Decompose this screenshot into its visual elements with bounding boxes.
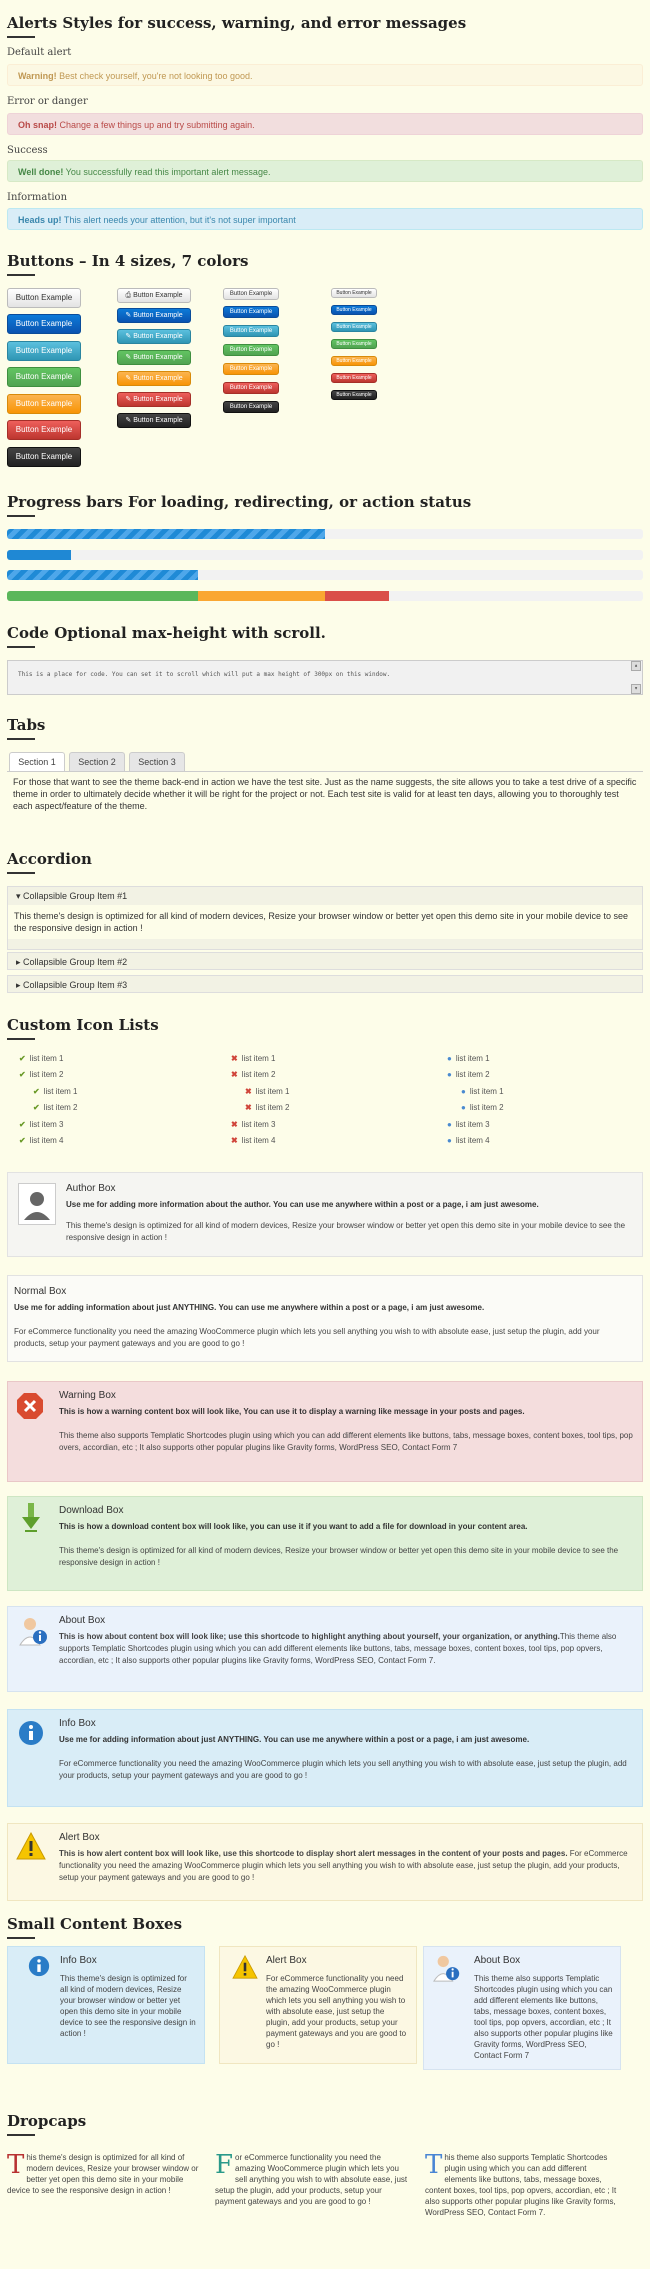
cross-icon: ✖ bbox=[231, 1120, 238, 1129]
check-icon: ✔ bbox=[33, 1103, 40, 1112]
button-example-dark[interactable]: Button Example bbox=[7, 447, 81, 467]
section-underline bbox=[7, 515, 35, 517]
box-strong-text: This is how about content box will look like; use this shortcode to highlight anything about yourself, your organization, or anything. bbox=[59, 1632, 560, 1641]
tab-panel: For those that want to see the theme back-end in action we have the test site. Just as the name suggests, the site allows you to take a test drive of a specific theme in order to ultimately decide whether it will be right for the project or not. Each test site is valid for at least ten days, allowing you to thoroughly test each aspect/feature of the theme. bbox=[7, 771, 643, 821]
check-icon: ✔ bbox=[19, 1136, 26, 1145]
accordion-header-3[interactable] bbox=[8, 976, 642, 994]
box-title: Normal Box bbox=[14, 1286, 67, 1297]
list-item: ✔ list item 2 bbox=[19, 1070, 64, 1079]
list-item: ✖ list item 2 bbox=[231, 1070, 276, 1079]
alert-text: Change a few things up and try submitting again. bbox=[57, 120, 255, 130]
button-example-teal-icon[interactable] bbox=[117, 329, 191, 344]
alert-box bbox=[7, 1823, 643, 1901]
small-box-title: About Box bbox=[474, 1955, 521, 1966]
box-text bbox=[59, 1631, 639, 1667]
small-box-title: Info Box bbox=[60, 1955, 97, 1966]
alert-label: Information bbox=[7, 192, 68, 203]
section-underline bbox=[7, 738, 35, 740]
cross-icon: ✖ bbox=[231, 1054, 238, 1063]
button-label: Button Example bbox=[133, 417, 183, 424]
dropcaps-section-title: Dropcaps bbox=[7, 2112, 87, 2130]
button-label: Button Example bbox=[133, 292, 183, 299]
progress-segment-orange bbox=[198, 591, 325, 601]
button-example-green-icon[interactable] bbox=[117, 350, 191, 365]
alert-strong: Oh snap! bbox=[18, 120, 58, 130]
button-label: Button Example bbox=[133, 396, 183, 403]
dropcap-paragraph bbox=[7, 2152, 203, 2196]
small-box-text: This theme also supports Templatic Shortcodes plugin using which you can add different elements like buttons, tabs, message boxes, content boxes, tool tips, pop opvers, accordian, etc ; It also supports other popular plugins like Gravity forms, WordPress SEO, Contact Form 7 bbox=[474, 1974, 613, 2060]
alert-text: Best check yourself, you're not looking too good. bbox=[56, 71, 253, 81]
small-box-text: For eCommerce functionality you need the amazing WooCommerce plugin which lets you sell anything you wish to with absolute ease, just setup the plugin, add your products, setup your payment gateways and you are good to go ! bbox=[266, 1974, 407, 2049]
small-box-title: Alert Box bbox=[266, 1955, 307, 1966]
button-example-teal-small[interactable]: Button Example bbox=[223, 325, 279, 337]
box-text: This theme's design is optimized for all kind of modern devices, Resize your browser window or better yet open this demo site in your mobile device to see the responsive design in action ! bbox=[66, 1221, 626, 1242]
dropcap-text: his theme also supports Templatic Shortcodes plugin using which you can add different elements like buttons, tabs, message boxes, content boxes, tool tips, pop opvers, accordian, etc ; It also supports other popular plugins like Gravity forms, WordPress SEO, Contact Form 7. bbox=[425, 2153, 617, 2217]
alert-label: Success bbox=[7, 145, 48, 156]
progress-bar-striped-1 bbox=[7, 529, 643, 539]
button-label: Button Example bbox=[133, 375, 183, 382]
tag-icon: ✎ bbox=[125, 312, 132, 319]
small-boxes-section-title: Small Content Boxes bbox=[7, 1915, 183, 1933]
accordion-section-title: Accordion bbox=[7, 850, 92, 868]
avatar bbox=[18, 1183, 56, 1225]
accordion-body: This theme's design is optimized for all kind of modern devices, Resize your browser window or better yet open this demo site in your mobile device to see the responsive design in action ! bbox=[8, 905, 642, 939]
box-text: For eCommerce functionality you need the amazing WooCommerce plugin which lets you sell anything you wish to with absolute ease, just setup the plugin, add your products, setup your payment gateways and you are good to go ! bbox=[59, 1759, 627, 1780]
alert-triangle-icon bbox=[232, 1955, 258, 1982]
box-strong-text: Use me for adding information about just ANYTHING. You can use me anywhere within a post or a page, i am just awesome. bbox=[59, 1735, 530, 1744]
alert-triangle-icon bbox=[16, 1832, 46, 1864]
info-alert bbox=[7, 208, 643, 230]
button-example-blue-icon[interactable] bbox=[117, 308, 191, 323]
buttons-section-title: Buttons – In 4 sizes, 7 colors bbox=[7, 252, 249, 270]
button-example-dark-icon[interactable] bbox=[117, 413, 191, 428]
accordion-header-label: Collapsible Group Item #2 bbox=[23, 957, 128, 967]
box-text: For eCommerce functionality you need the amazing WooCommerce plugin which lets you sell anything you wish to with absolute ease, just setup the plugin, add your products, setup your payment gateways and you are good to go ! bbox=[14, 1327, 600, 1348]
caret-right-icon: ▸ bbox=[16, 957, 24, 967]
progress-fill bbox=[7, 550, 71, 560]
button-example-red[interactable]: Button Example bbox=[7, 420, 81, 440]
info-icon bbox=[18, 1720, 44, 1750]
check-icon: ✔ bbox=[19, 1070, 26, 1079]
tab-section-3[interactable]: Section 3 bbox=[129, 752, 185, 771]
button-example-blue-mini[interactable]: Button Example bbox=[331, 305, 377, 315]
check-icon: ✔ bbox=[19, 1120, 26, 1129]
tag-icon: ✎ bbox=[125, 375, 132, 382]
box-title: Download Box bbox=[59, 1505, 124, 1516]
box-strong-text: This is how a download content box will look like, you can use it if you want to add a file for download in your content area. bbox=[59, 1522, 528, 1531]
button-example-default[interactable]: Button Example bbox=[7, 288, 81, 308]
section-underline bbox=[7, 274, 35, 276]
button-example-default-icon[interactable] bbox=[117, 288, 191, 303]
list-item: ● list item 2 bbox=[447, 1070, 490, 1079]
cross-icon: ✖ bbox=[245, 1087, 252, 1096]
list-item: ● list item 2 bbox=[461, 1103, 504, 1112]
list-item: ● list item 3 bbox=[447, 1120, 490, 1129]
error-alert bbox=[7, 113, 643, 135]
accordion-header-2[interactable] bbox=[8, 953, 642, 971]
bullet-icon: ● bbox=[447, 1070, 452, 1079]
dropcap-paragraph bbox=[215, 2152, 411, 2207]
list-item: ● list item 1 bbox=[447, 1054, 490, 1063]
dropcap-letter: F bbox=[215, 2150, 234, 2180]
box-title: Warning Box bbox=[59, 1390, 116, 1401]
warning-box bbox=[7, 1381, 643, 1482]
caret-down-icon: ▾ bbox=[16, 891, 24, 901]
button-example-green-mini[interactable]: Button Example bbox=[331, 339, 377, 349]
box-strong-text: Use me for adding information about just ANYTHING. You can use me anywhere within a post or a page, i am just awesome. bbox=[14, 1303, 485, 1312]
accordion-item-1 bbox=[7, 886, 643, 950]
icon-lists-section-title: Custom Icon Lists bbox=[7, 1016, 159, 1034]
scroll-up-button[interactable]: ▴ bbox=[631, 661, 641, 671]
section-underline bbox=[7, 1038, 35, 1040]
dropcap-letter: T bbox=[425, 2150, 443, 2180]
alert-text: This alert needs your attention, but it's not super important bbox=[61, 215, 296, 225]
check-icon: ✔ bbox=[19, 1054, 26, 1063]
tag-icon: ✎ bbox=[125, 417, 132, 424]
warning-alert bbox=[7, 64, 643, 86]
download-arrow-icon bbox=[22, 1503, 40, 1537]
accordion-item-2 bbox=[7, 952, 643, 970]
cross-icon: ✖ bbox=[231, 1136, 238, 1145]
section-underline bbox=[7, 1937, 35, 1939]
list-item: ✔ list item 1 bbox=[19, 1054, 64, 1063]
list-item: ● list item 1 bbox=[461, 1087, 504, 1096]
list-item: ✔ list item 2 bbox=[33, 1103, 78, 1112]
box-text bbox=[59, 1848, 639, 1884]
code-block[interactable] bbox=[7, 660, 643, 695]
progress-segment-red bbox=[325, 591, 389, 601]
cross-icon: ✖ bbox=[245, 1103, 252, 1112]
button-example-dark-small[interactable]: Button Example bbox=[223, 401, 279, 413]
dropcap-text: his theme's design is optimized for all kind of modern devices, Resize your browser window or better yet open this demo site in your mobile device to see the responsive design in action ! bbox=[7, 2153, 199, 2195]
button-example-green[interactable]: Button Example bbox=[7, 367, 81, 387]
scroll-down-button[interactable]: ▾ bbox=[631, 684, 641, 694]
button-example-red-mini[interactable]: Button Example bbox=[331, 373, 377, 383]
box-strong-text: This is how a warning content box will look like, You can use it to display a warning like message in your posts and pages. bbox=[59, 1407, 525, 1416]
list-item: ✔ list item 1 bbox=[33, 1087, 78, 1096]
button-example-green-small[interactable]: Button Example bbox=[223, 344, 279, 356]
bullet-icon: ● bbox=[461, 1103, 466, 1112]
dropcap-text: or eCommerce functionality you need the amazing WooCommerce plugin which lets you sell anything you wish to with absolute ease, just setup the plugin, add your products, setup your payment gateways and you are good to go ! bbox=[215, 2153, 408, 2206]
section-underline bbox=[7, 36, 35, 38]
alert-text: You successfully read this important alert message. bbox=[63, 167, 271, 177]
code-section-title: Code Optional max-height with scroll. bbox=[7, 624, 326, 642]
tag-icon: ✎ bbox=[125, 333, 132, 340]
box-strong-text: Use me for adding more information about the author. You can use me anywhere within a post or a page, i am just awesome. bbox=[66, 1200, 539, 1209]
check-icon: ✔ bbox=[33, 1087, 40, 1096]
button-label: Button Example bbox=[133, 354, 183, 361]
list-item: ✖ list item 4 bbox=[231, 1136, 276, 1145]
section-underline bbox=[7, 2134, 35, 2136]
info-icon bbox=[28, 1955, 50, 1980]
button-example-default-small[interactable]: Button Example bbox=[223, 288, 279, 300]
progress-fill bbox=[7, 529, 325, 539]
code-text: This is a place for code. You can set it to scroll which will put a max height of 300px on this window. bbox=[18, 671, 391, 678]
cross-icon: ✖ bbox=[231, 1070, 238, 1079]
tab-section-1[interactable]: Section 1 bbox=[9, 752, 65, 772]
warning-octagon-icon bbox=[16, 1392, 44, 1424]
progress-segment-green bbox=[7, 591, 198, 601]
progress-bar-stacked bbox=[7, 591, 643, 601]
bullet-icon: ● bbox=[447, 1136, 452, 1145]
list-item: ✖ list item 3 bbox=[231, 1120, 276, 1129]
progress-bar-striped-2 bbox=[7, 570, 643, 580]
progress-section-title: Progress bars For loading, redirecting, or action status bbox=[7, 493, 472, 511]
list-item: ● list item 4 bbox=[447, 1136, 490, 1145]
list-item: ✖ list item 2 bbox=[245, 1103, 290, 1112]
button-example-orange-mini[interactable]: Button Example bbox=[331, 356, 377, 366]
button-example-blue[interactable]: Button Example bbox=[7, 314, 81, 334]
author-box bbox=[7, 1172, 643, 1257]
alert-strong: Well done! bbox=[18, 167, 64, 177]
list-item: ✔ list item 3 bbox=[19, 1120, 64, 1129]
list-item: ✔ list item 4 bbox=[19, 1136, 64, 1145]
accordion-header-1[interactable] bbox=[8, 887, 642, 905]
button-example-blue-small[interactable]: Button Example bbox=[223, 306, 279, 318]
small-box-text: This theme's design is optimized for all kind of modern devices, Resize your browser window or better yet open this demo site in your mobile device to see the responsive design in action ! bbox=[60, 1974, 196, 2038]
small-info-box bbox=[7, 1946, 205, 2064]
tag-icon: ✎ bbox=[125, 396, 132, 403]
box-title: Alert Box bbox=[59, 1832, 100, 1843]
tag-icon: ✎ bbox=[125, 354, 132, 361]
accordion-header-label: Collapsible Group Item #3 bbox=[23, 980, 128, 990]
about-box bbox=[7, 1606, 643, 1692]
alert-label: Error or danger bbox=[7, 96, 88, 107]
info-box bbox=[7, 1709, 643, 1807]
about-person-icon bbox=[18, 1615, 50, 1651]
button-example-teal-mini[interactable]: Button Example bbox=[331, 322, 377, 332]
accordion-header-label: Collapsible Group Item #1 bbox=[23, 891, 128, 901]
button-example-orange-small[interactable]: Button Example bbox=[223, 363, 279, 375]
section-underline bbox=[7, 646, 35, 648]
button-example-dark-mini[interactable]: Button Example bbox=[331, 390, 377, 400]
tab-section-2[interactable]: Section 2 bbox=[69, 752, 125, 771]
box-title: Info Box bbox=[59, 1718, 96, 1729]
button-example-teal[interactable]: Button Example bbox=[7, 341, 81, 361]
button-example-red-icon[interactable] bbox=[117, 392, 191, 407]
section-underline bbox=[7, 872, 35, 874]
list-item: ✖ list item 1 bbox=[231, 1054, 276, 1063]
button-example-orange[interactable]: Button Example bbox=[7, 394, 81, 414]
box-strong-text: This is how alert content box will look like, use this shortcode to display short alert messages in the content of your posts and pages. bbox=[59, 1849, 568, 1858]
alert-strong: Warning! bbox=[18, 71, 57, 81]
print-icon: ⎙ bbox=[125, 292, 132, 299]
button-example-red-small[interactable]: Button Example bbox=[223, 382, 279, 394]
success-alert bbox=[7, 160, 643, 182]
about-person-icon bbox=[432, 1953, 462, 1986]
progress-bar-plain bbox=[7, 550, 643, 560]
alerts-section-title: Alerts Styles for success, warning, and error messages bbox=[7, 14, 467, 32]
alert-strong: Heads up! bbox=[18, 215, 62, 225]
button-example-default-mini[interactable]: Button Example bbox=[331, 288, 377, 298]
bullet-icon: ● bbox=[447, 1054, 452, 1063]
bullet-icon: ● bbox=[461, 1087, 466, 1096]
list-item: ✖ list item 1 bbox=[245, 1087, 290, 1096]
box-text: This theme also supports Templatic Shortcodes plugin using which you can add different elements like buttons, tabs, message boxes, content boxes, tool tips, pop overs, accordian, etc ; It also supports other popular plugins like Gravity forms, WordPress SEO, Contact Form 7 bbox=[59, 1431, 633, 1452]
box-body-text: For eCommerce functionality you need the amazing WooCommerce plugin which lets you sell anything you wish to with absolute ease, just setup the plugin, add your products, setup your payment gateways and you are good to go ! bbox=[59, 1849, 628, 1882]
button-label: Button Example bbox=[133, 333, 183, 340]
button-example-orange-icon[interactable] bbox=[117, 371, 191, 386]
box-body-text: This theme also supports Templatic Shortcodes plugin using which you can add different elements like buttons, tabs, message boxes, content boxes, tool tips, pop opvers, accordian, etc ; It also supports other popular plugins like Gravity forms, WordPress SEO, Contact Form 7. bbox=[59, 1632, 617, 1665]
progress-fill bbox=[7, 570, 198, 580]
tabs-section-title: Tabs bbox=[7, 716, 46, 734]
dropcap-letter: T bbox=[7, 2150, 25, 2180]
small-alert-box bbox=[219, 1946, 417, 2064]
dropcap-paragraph bbox=[425, 2152, 621, 2218]
small-about-box bbox=[423, 1946, 621, 2070]
bullet-icon: ● bbox=[447, 1120, 452, 1129]
box-title: Author Box bbox=[66, 1183, 116, 1194]
alert-label: Default alert bbox=[7, 47, 72, 58]
button-label: Button Example bbox=[133, 312, 183, 319]
normal-box bbox=[7, 1275, 643, 1362]
box-text: This theme's design is optimized for all kind of modern devices, Resize your browser window or better yet open this demo site in your mobile device to see the responsive design in action ! bbox=[59, 1546, 619, 1567]
caret-right-icon: ▸ bbox=[16, 980, 24, 990]
accordion-item-3 bbox=[7, 975, 643, 993]
download-box bbox=[7, 1496, 643, 1591]
box-title: About Box bbox=[59, 1615, 106, 1626]
